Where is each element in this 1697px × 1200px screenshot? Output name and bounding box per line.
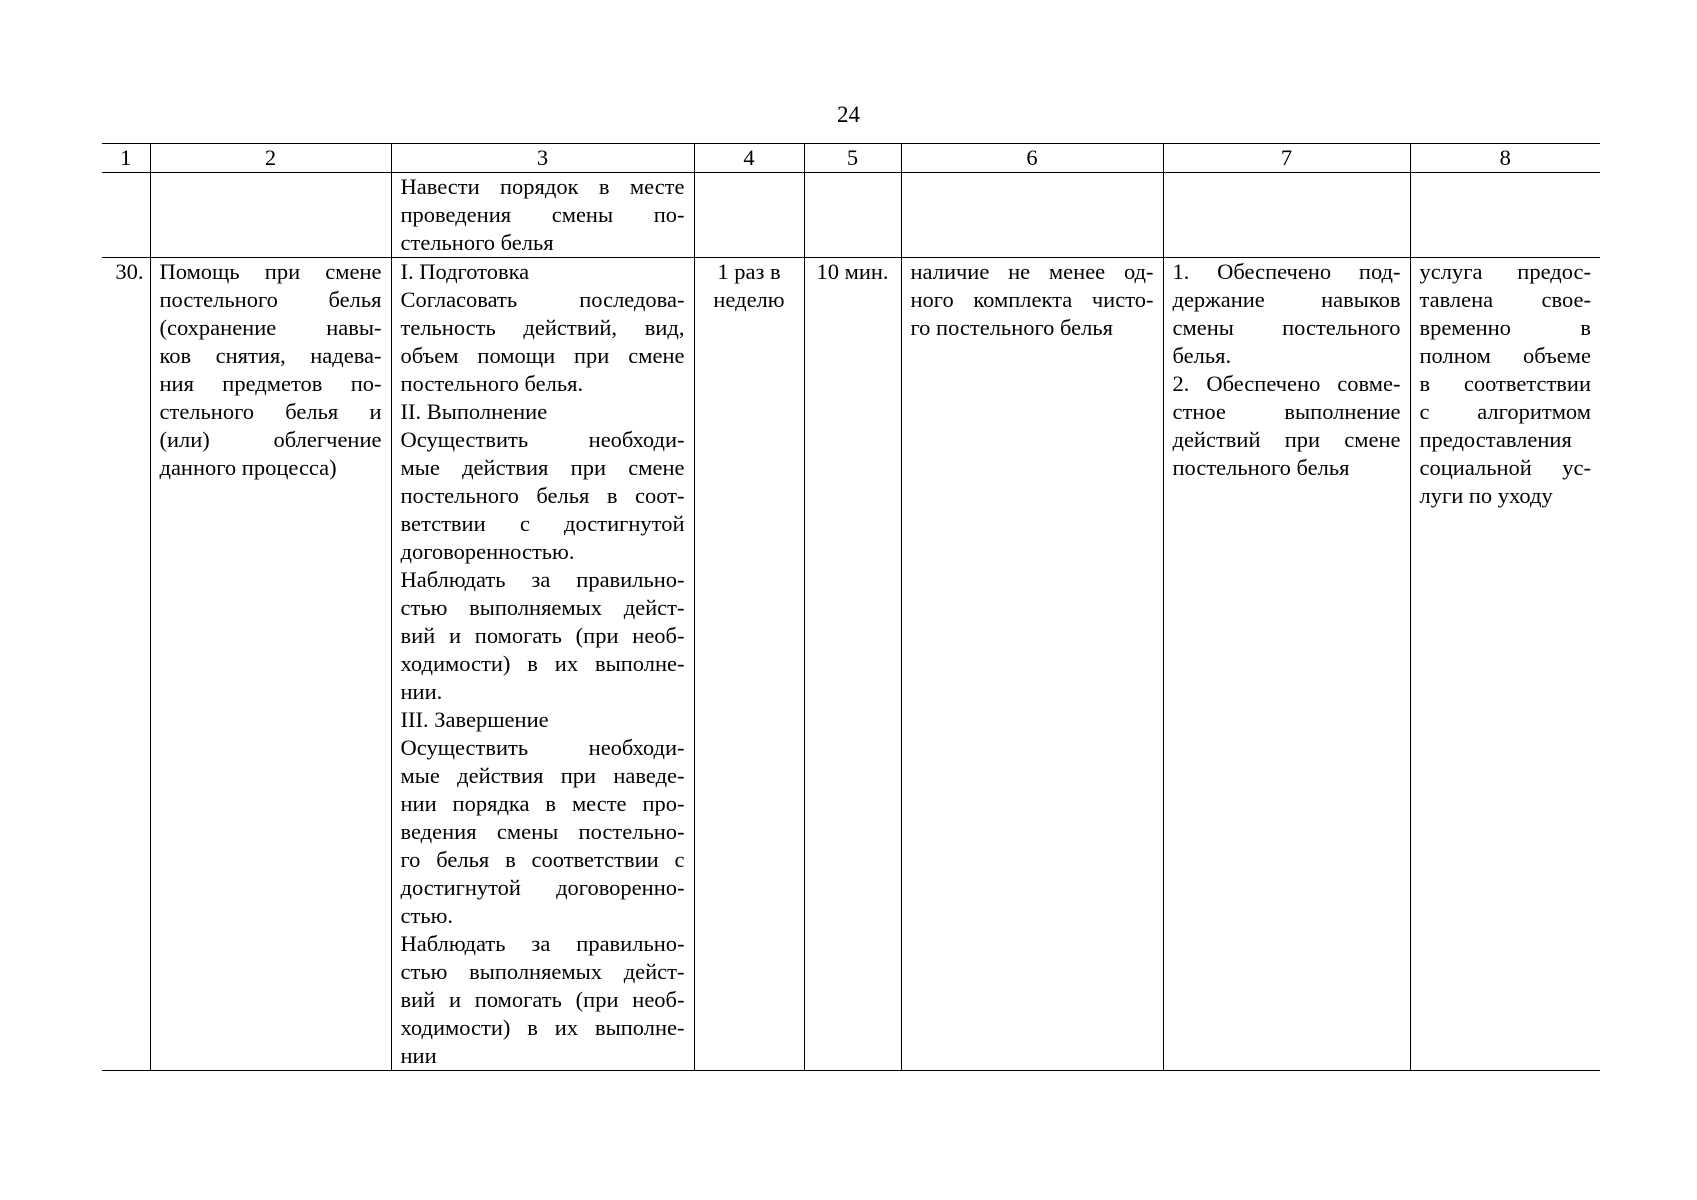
cell-empty: [804, 173, 901, 258]
cell-empty: [150, 173, 391, 258]
column-number-2: 2: [150, 144, 391, 173]
text-line: белья.: [1172, 343, 1232, 368]
duration-cell: 10 мин.: [804, 258, 901, 1071]
column-number-5: 5: [804, 144, 901, 173]
text-line: наличие не менее од-: [910, 259, 1154, 284]
text-line: постельного белья в соот-: [400, 483, 685, 508]
text-line: го постельного белья: [910, 315, 1113, 340]
text-line: ного комплекта чисто-: [910, 287, 1154, 312]
frequency-cell: [694, 258, 804, 1071]
text-line: го белья в соответствии с: [400, 847, 685, 872]
text-line: нии: [400, 1043, 437, 1068]
text-line: действий при смене: [1172, 427, 1401, 452]
text-line: Осуществить необходи-: [400, 735, 685, 760]
text-line: объем помощи при смене: [400, 343, 685, 368]
section-heading: III. Завершение: [400, 707, 549, 732]
text-line: 1 раз в: [717, 259, 781, 284]
service-name-cell: [150, 258, 391, 1071]
text-line: предоставления: [1419, 427, 1572, 452]
text-line: постельного белья: [1172, 455, 1350, 480]
text-line: стью.: [400, 903, 454, 928]
text-line: услуга предос-: [1419, 259, 1591, 284]
cell-empty: [694, 173, 804, 258]
text-line: проведения смены по-: [400, 202, 685, 227]
text-line: стельного белья: [400, 230, 554, 255]
text-line: нии порядка в месте про-: [400, 791, 685, 816]
cell-empty: [1163, 173, 1410, 258]
text-line: ведения смены постельно-: [400, 819, 685, 844]
cell-empty: [102, 173, 150, 258]
text-line: вий и помогать (при необ-: [400, 987, 685, 1012]
cell-empty: [901, 173, 1163, 258]
continuation-procedure-cell: [391, 173, 694, 258]
text-line: смены постельного: [1172, 315, 1401, 340]
column-number-header-row: [102, 144, 1600, 173]
text-line: нии.: [400, 679, 443, 704]
text-line: луги по уходу: [1419, 483, 1553, 508]
text-line: тельность действий, вид,: [400, 315, 685, 340]
text-line: договоренностью.: [400, 539, 575, 564]
text-line: стное выполнение: [1172, 399, 1401, 424]
text-line: Наблюдать за правильно-: [400, 567, 685, 592]
text-line: достигнутой договоренно-: [400, 875, 685, 900]
section-heading: I. Подготовка: [400, 259, 530, 284]
conditions-cell: [901, 258, 1163, 1071]
column-number-7: 7: [1163, 144, 1410, 173]
continuation-row: [102, 173, 1600, 258]
text-line: ходимости) в их выполне-: [400, 1015, 685, 1040]
text-line: ния предметов по-: [159, 371, 382, 396]
text-line: вий и помогать (при необ-: [400, 623, 685, 648]
text-line: стью выполняемых дейст-: [400, 595, 685, 620]
text-line: стельного белья и: [159, 399, 382, 424]
text-line: Согласовать последова-: [400, 287, 685, 312]
column-number-4: 4: [694, 144, 804, 173]
service-table: [102, 143, 1600, 1071]
row-number-cell: 30.: [102, 258, 150, 1071]
section-heading: II. Выполнение: [400, 399, 548, 424]
text-line: (сохранение навы-: [159, 315, 382, 340]
page-number: 24: [837, 102, 860, 127]
text-line: ков снятия, надева-: [159, 343, 382, 368]
text-line: (или) облегчение: [159, 427, 382, 452]
text-line: неделю: [713, 287, 785, 312]
evaluation-cell: [1410, 258, 1600, 1071]
text-line: с алгоритмом: [1419, 399, 1591, 424]
text-line: временно в: [1419, 315, 1591, 340]
cell-empty: [1410, 173, 1600, 258]
column-number-3: 3: [391, 144, 694, 173]
procedure-cell: [391, 258, 694, 1071]
text-line: стью выполняемых дейст-: [400, 959, 685, 984]
column-number-6: 6: [901, 144, 1163, 173]
text-line: постельного белья.: [400, 371, 584, 396]
text-line: ходимости) в их выполне-: [400, 651, 685, 676]
text-line: Осуществить необходи-: [400, 427, 685, 452]
column-number-1: 1: [102, 144, 150, 173]
text-line: тавлена свое-: [1419, 287, 1591, 312]
column-number-8: 8: [1410, 144, 1600, 173]
text-line: Наблюдать за правильно-: [400, 931, 685, 956]
text-line: в соответствии: [1419, 371, 1591, 396]
text-line: ветствии с достигнутой: [400, 511, 685, 536]
text-line: 1. Обеспечено под-: [1172, 259, 1401, 284]
text-line: 2. Обеспечено совме-: [1172, 371, 1401, 396]
text-line: социальной ус-: [1419, 455, 1591, 480]
results-cell: [1163, 258, 1410, 1071]
table-row-30: [102, 258, 1600, 1071]
text-line: постельного белья: [159, 287, 382, 312]
text-line: данного процесса): [159, 455, 337, 480]
text-line: держание навыков: [1172, 287, 1401, 312]
text-line: мые действия при смене: [400, 455, 685, 480]
text-line: Навести порядок в месте: [400, 174, 685, 199]
text-line: Помощь при смене: [159, 259, 382, 284]
text-line: полном объеме: [1419, 343, 1591, 368]
text-line: мые действия при наведе-: [400, 763, 685, 788]
